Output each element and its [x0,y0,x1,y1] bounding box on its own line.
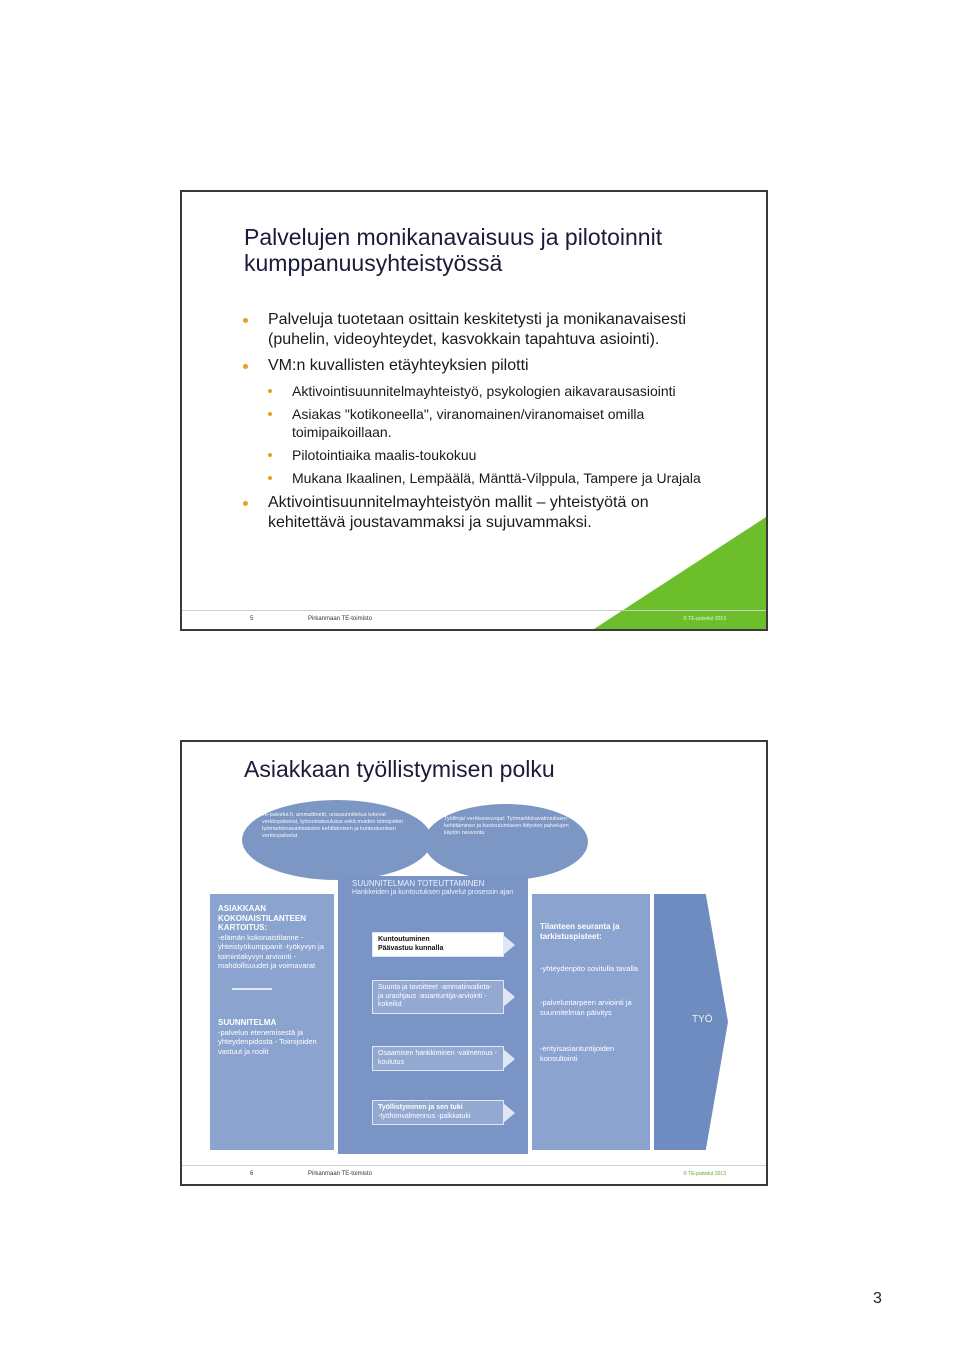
bullet: Palveluja tuotetaan osittain keskitetysti ja monikanavaisesti (puhelin, videoyhteydet, kasvokkain tapahtuva asiointi). [240,310,730,350]
plan-lines: -palvelun etenemisestä ja yhteydenpidosta - Toimijoiden vastuut ja roolit [218,1027,317,1056]
monitoring-heading: Tilanteen seuranta ja tarkistuspisteet: [540,922,620,941]
slide-title: Palvelujen monikanavaisuus ja pilotoinnit kumppanuusyhteistyössä [244,224,663,276]
slide-tyollistymisen-polku [180,740,768,1186]
bullet: VM:n kuvallisten etäyhteyksien pilotti [240,356,730,376]
implementation-header [352,880,522,897]
slide-footer [182,610,766,629]
online-services-ellipse [242,800,432,880]
ellipse-text: Te-palvelut.fi, ammattinetti, urasuunnittelua tukevat verkkopalvelut, työvoimakoulutus sekä muiden toimijoiden työmarkkinavalmiuksien kehittämisen ja kuntoutumisen verkkopalvelut [262,812,404,839]
implementation-heading: SUUNNITELMAN TOTEUTTAMINEN [352,879,485,888]
slide-title: Asiakkaan työllistymisen polku [244,756,555,782]
employment-box [372,1100,504,1125]
monitoring-heading-block [540,922,646,941]
rehabilitation-box [372,932,504,957]
work-arrow [654,894,728,1150]
footer-org: Pirkanmaan TE-toimisto [308,1171,372,1177]
monitoring-panel [532,894,650,1150]
sub-bullet: Pilotointiaika maalis-toukokuu [240,446,730,464]
assessment-heading: ASIAKKAAN KOKONAISTILANTEEN KARTOITUS: [218,904,306,932]
monitoring-item: -erityisasiantuntijoiden konsultointi [540,1044,615,1063]
direction-goals-box [372,980,504,1014]
box-text: -työhönvalmennus -palkkatuki [378,1112,471,1120]
box-subheading: Päävastuu kunnalla [378,944,444,952]
footer-copyright: © TE-palvelut 2013 [683,1171,726,1177]
sub-bullet: Aktivointisuunnitelmayhteistyö, psykologien aikavarausasiointi [240,382,730,400]
monitoring-item: -palveluntarpeen arviointi ja suunnitelman päivitys [540,998,632,1017]
box-heading: Työllistyminen ja sen tuki [378,1104,463,1111]
ellipse-text: Työllinja/ verkkoneuvojat: Työmarkkinavalmiuksien kehittäminen ja kuntoutumiseen liittyvien palvelujen käytön neuvonta [444,816,569,836]
slide-number: 6 [250,1171,254,1177]
plan-block [218,1018,330,1056]
assessment-panel [210,894,334,1150]
slide-monikanavaisuus [180,190,768,631]
plan-heading: SUUNNITELMA [218,1018,277,1027]
skills-box [372,1046,504,1071]
sub-bullet: Mukana Ikaalinen, Lempäälä, Mänttä-Vilppula, Tampere ja Urajala [240,469,730,487]
advisor-services-ellipse [424,804,588,880]
box-text: Suunta ja tavoitteet -ammatinvalinta- ja uraohjaus -asiantuntija-arviointi -kokeilut [378,984,492,1008]
sub-bullet-list [240,382,730,487]
assessment-block [218,904,330,971]
work-label: TYÖ [692,1014,713,1025]
bullet: Aktivointisuunnitelmayhteistyön mallit – yhteistyötä on kehitettävä joustavammaksi ja sujuvammaksi. [240,493,730,533]
arrow-line [232,988,272,990]
footer-copyright: © TE-palvelut 2013 [683,616,726,622]
implementation-subheading: Hankkeiden ja kuntoutuksen palvelut prosessin ajan [352,888,514,896]
bullet-list [240,310,730,539]
slide-footer [182,1165,766,1184]
assessment-lines: -elämän kokonaistilanne -yhteistyökumppanit -työkyvyn ja toimintakyvyn arviointi -mahdollisuudet ja voimavarat [218,932,324,970]
slide-number: 5 [250,616,254,622]
page-number: 3 [873,1290,882,1307]
path-diagram [202,798,732,1154]
sub-bullet: Asiakas "kotikoneella", viranomainen/viranomaiset omilla toimipaikoillaan. [240,405,730,441]
box-text: Osaamisen hankkiminen -valmennus -koulutus [378,1050,498,1066]
monitoring-item: -yhteydenpito sovitulla tavalla [540,964,638,973]
implementation-panel [338,876,528,1154]
box-heading: Kuntoutuminen [378,936,430,943]
footer-org: Pirkanmaan TE-toimisto [308,616,372,622]
